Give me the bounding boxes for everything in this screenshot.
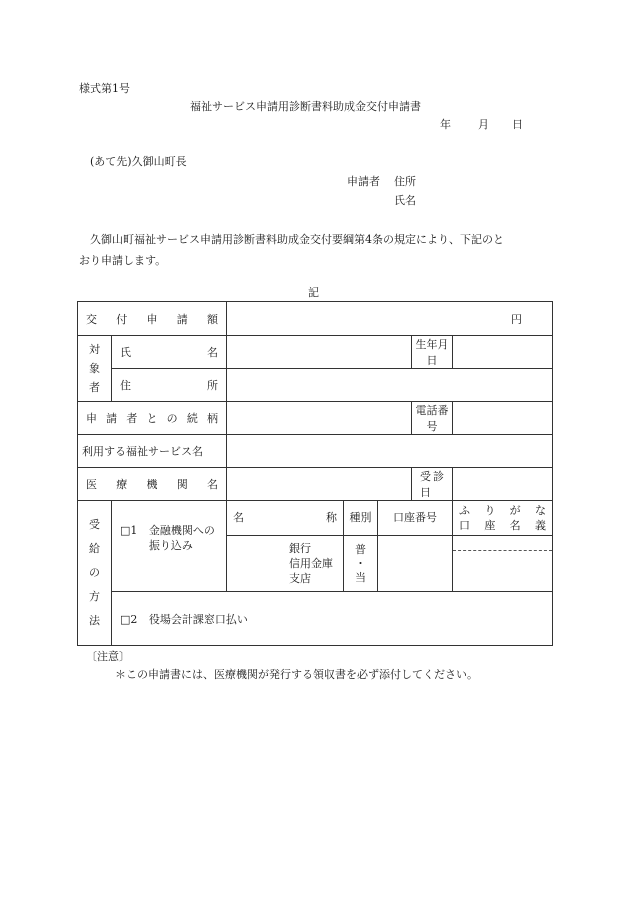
visit-date-label-cell <box>412 468 453 501</box>
account-holder-header <box>453 501 553 536</box>
service-field[interactable] <box>227 435 553 468</box>
grant-amount-label-cell <box>78 302 227 336</box>
target-name-field[interactable] <box>227 336 412 369</box>
date-month: 月 <box>478 118 489 131</box>
grant-amount-label: 交付申請額 <box>86 312 218 326</box>
bank-type-bank: 銀行 <box>289 542 311 555</box>
furigana-header: ふりがな <box>459 504 546 517</box>
account-type-toza: 当 <box>355 570 366 584</box>
applicant-label: 申請者 <box>347 175 380 188</box>
bank-type-shinkin: 信用金庫 <box>289 557 333 570</box>
target-name-label-cell <box>112 336 227 369</box>
option2-label: 役場会計課窓口払い <box>148 612 248 626</box>
ki-heading: 記 <box>308 286 319 299</box>
phone-label: 電話番号 <box>412 402 453 435</box>
account-number-header: 口座番号 <box>378 501 453 536</box>
option1-label-line2: 振り込み <box>148 539 193 552</box>
account-number-field[interactable] <box>378 536 453 592</box>
bank-name-header-cell <box>227 501 344 536</box>
body-paragraph <box>79 229 545 271</box>
account-name-field[interactable] <box>453 551 552 591</box>
relation-field[interactable] <box>227 402 412 435</box>
visit-date-field[interactable] <box>453 468 553 501</box>
option1-label-line1: 金融機関への <box>148 524 215 537</box>
dob-label: 生年月日 <box>412 336 453 369</box>
option2-checkbox[interactable]: □2 <box>120 612 138 626</box>
notice-text: ＊この申請書には、医療機関が発行する領収書を必ず添付してください。 <box>115 668 478 681</box>
phone-field[interactable] <box>453 402 553 435</box>
option2-cell[interactable] <box>112 592 553 646</box>
application-table <box>77 301 553 646</box>
receipt-method-label: 受 給 の 方 法 <box>78 501 112 646</box>
account-name-header: 口座名義 <box>459 519 546 532</box>
target-person-label: 対 象 者 <box>78 336 112 402</box>
date-year: 年 <box>440 118 451 131</box>
notice-label: 〔注意〕 <box>86 650 130 663</box>
option1-cell[interactable] <box>112 501 227 592</box>
target-name-label: 氏名 <box>120 346 218 359</box>
body-line-1: 久御山町福祉サービス申請用診断書料助成金交付要綱第4条の規定により、下記のと <box>90 233 504 246</box>
medical-institution-label: 医療機関名 <box>86 478 218 491</box>
furigana-field[interactable] <box>453 536 552 551</box>
option1-checkbox[interactable]: □1 <box>120 524 138 537</box>
date-day: 日 <box>512 118 523 131</box>
yen-label: 円 <box>511 312 522 326</box>
target-address-field[interactable] <box>227 369 553 402</box>
medical-institution-field[interactable] <box>227 468 412 501</box>
body-line-2: おり申請します。 <box>79 254 167 267</box>
bank-type-branch: 支店 <box>289 572 311 585</box>
account-type-header: 種別 <box>344 501 378 536</box>
target-address-label-cell <box>112 369 227 402</box>
visit-date-label: 受診日 <box>420 470 444 499</box>
grant-amount-field[interactable] <box>227 302 553 336</box>
target-address-label: 住所 <box>120 379 218 392</box>
account-holder-field[interactable] <box>453 536 553 592</box>
service-label: 利用する福祉サービス名 <box>78 435 227 468</box>
bank-name-header: 名称 <box>233 511 337 524</box>
form-title: 福祉サービス申請用診断書料助成金交付申請書 <box>190 100 421 113</box>
bank-name-field[interactable] <box>227 536 344 592</box>
account-type-field[interactable] <box>344 536 378 592</box>
dob-field[interactable] <box>453 336 553 369</box>
account-type-dot: ・ <box>355 556 366 570</box>
relation-label-cell <box>78 402 227 435</box>
relation-label: 申請者との続柄 <box>86 412 218 425</box>
applicant-address-label: 住所 <box>394 175 416 188</box>
applicant-name-label: 氏名 <box>394 194 416 207</box>
medical-institution-label-cell <box>78 468 227 501</box>
addressee: (あて先)久御山町長 <box>90 155 187 168</box>
form-number: 様式第1号 <box>79 82 130 95</box>
account-type-futsu: 普 <box>355 542 366 556</box>
